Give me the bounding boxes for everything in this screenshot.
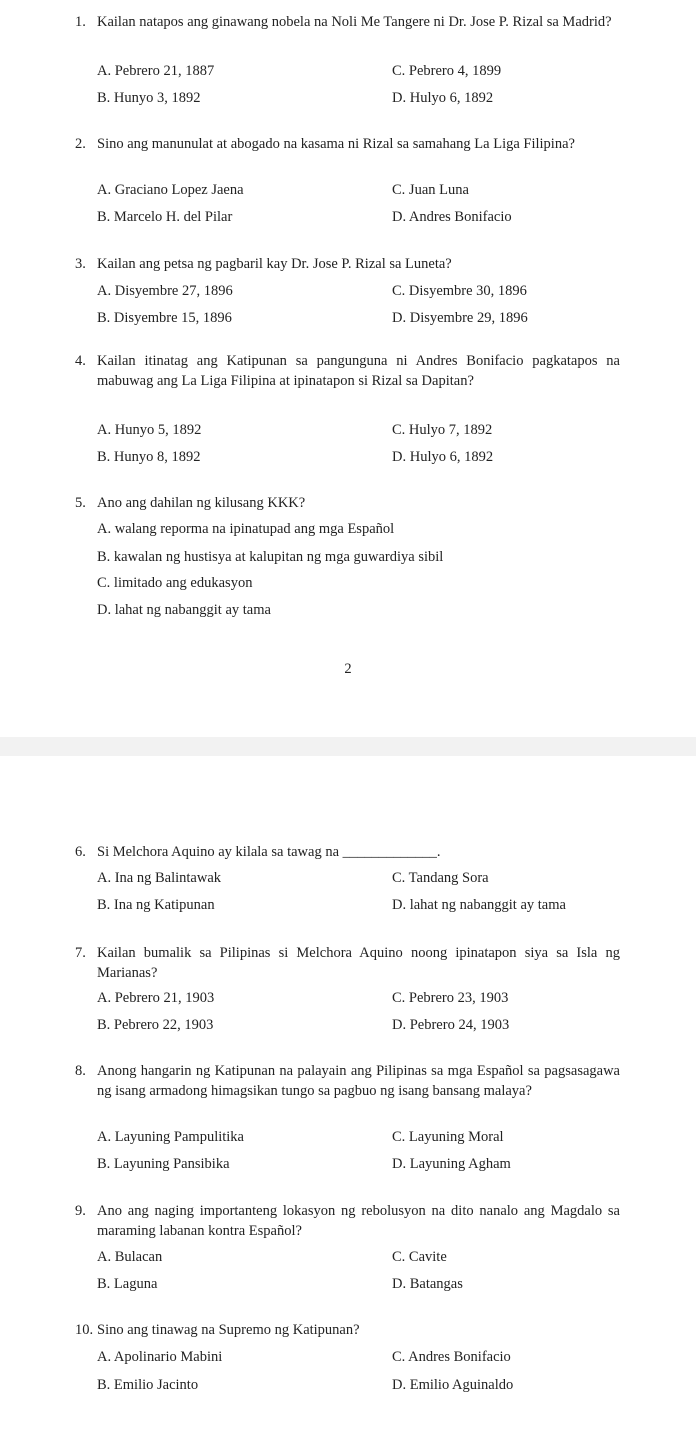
question-number: 1. — [75, 14, 86, 30]
option-d: D. Layuning Agham — [392, 1156, 511, 1172]
page-number: 2 — [344, 661, 352, 677]
question-4 — [75, 351, 620, 391]
question-text: Kailan natapos ang ginawang nobela na Noli Me Tangere ni Dr. Jose P. Rizal sa Madrid? — [97, 14, 612, 30]
question-number: 3. — [75, 256, 86, 272]
option-c: C. Juan Luna — [392, 182, 469, 198]
option-c: C. Cavite — [392, 1249, 447, 1265]
question-2 — [75, 134, 620, 154]
option-d: D. lahat ng nabanggit ay tama — [392, 897, 566, 913]
option-c: C. limitado ang edukasyon — [97, 575, 253, 591]
option-c: C. Pebrero 23, 1903 — [392, 990, 509, 1006]
option-b: B. Emilio Jacinto — [97, 1377, 199, 1393]
question-number: 6. — [75, 844, 86, 860]
question-text: Ano ang dahilan ng kilusang KKK? — [97, 495, 306, 511]
question-text: Anong hangarin ng Katipunan na palayain ang Pilipinas sa mga Español sa pagsasagawa ng isang armadong himagsikan tungo sa pagbuo ng isang bansang malaya? — [97, 1063, 620, 1099]
question-3 — [75, 254, 620, 274]
option-d: D. Hulyo 6, 1892 — [392, 449, 494, 465]
question-text: Kailan ang petsa ng pagbaril kay Dr. Jose P. Rizal sa Luneta? — [97, 256, 452, 272]
option-b: B. Laguna — [97, 1276, 158, 1292]
option-d: D. lahat ng nabanggit ay tama — [97, 602, 271, 618]
option-c: C. Layuning Moral — [392, 1129, 504, 1145]
option-a: A. Pebrero 21, 1903 — [97, 990, 215, 1006]
question-10 — [75, 1320, 620, 1340]
option-b: B. Layuning Pansibika — [97, 1156, 230, 1172]
question-text: Kailan itinatag ang Katipunan sa pangunguna ni Andres Bonifacio pagkatapos na mabuwag ang La Liga Filipina at ipinatapon si Rizal sa Dapitan? — [97, 353, 620, 389]
option-b: B. Disyembre 15, 1896 — [97, 310, 232, 326]
option-b: B. Ina ng Katipunan — [97, 897, 215, 913]
option-d: D. Batangas — [392, 1276, 463, 1292]
option-a: A. Ina ng Balintawak — [97, 870, 222, 886]
option-a: A. Bulacan — [97, 1249, 163, 1265]
question-8 — [75, 1061, 620, 1101]
question-number: 9. — [75, 1203, 86, 1219]
option-c: C. Andres Bonifacio — [392, 1349, 511, 1365]
option-c: C. Disyembre 30, 1896 — [392, 283, 527, 299]
option-b: B. Hunyo 8, 1892 — [97, 449, 201, 465]
option-d: D. Andres Bonifacio — [392, 209, 512, 225]
option-a: A. walang reporma na ipinatupad ang mga Español — [97, 521, 395, 537]
option-a: A. Graciano Lopez Jaena — [97, 182, 244, 198]
option-c: C. Tandang Sora — [392, 870, 489, 886]
question-7 — [75, 943, 620, 983]
question-text: Si Melchora Aquino ay kilala sa tawag na _____________. — [97, 844, 441, 860]
question-number: 8. — [75, 1063, 86, 1079]
option-d: D. Disyembre 29, 1896 — [392, 310, 528, 326]
question-text: Kailan bumalik sa Pilipinas si Melchora Aquino noong ipinatapon siya sa Isla ng Marianas? — [97, 945, 620, 981]
option-a: A. Hunyo 5, 1892 — [97, 422, 202, 438]
option-c: C. Pebrero 4, 1899 — [392, 63, 502, 79]
option-d: D. Hulyo 6, 1892 — [392, 90, 494, 106]
option-a: A. Layuning Pampulitika — [97, 1129, 244, 1145]
question-number: 10. — [75, 1322, 94, 1338]
question-number: 4. — [75, 353, 86, 369]
option-c: C. Hulyo 7, 1892 — [392, 422, 493, 438]
question-text: Ano ang naging importanteng lokasyon ng rebolusyon na dito nanalo ang Magdalo sa maraming labanan kontra Español? — [97, 1203, 620, 1239]
option-a: A. Pebrero 21, 1887 — [97, 63, 215, 79]
option-b: B. kawalan ng hustisya at kalupitan ng mga guwardiya sibil — [97, 549, 444, 565]
question-9 — [75, 1201, 620, 1241]
page-divider — [0, 737, 696, 756]
option-d: D. Pebrero 24, 1903 — [392, 1017, 510, 1033]
option-b: B. Hunyo 3, 1892 — [97, 90, 201, 106]
question-text: Sino ang tinawag na Supremo ng Katipunan? — [97, 1322, 360, 1338]
question-number: 2. — [75, 136, 86, 152]
option-b: B. Pebrero 22, 1903 — [97, 1017, 214, 1033]
option-a: A. Apolinario Mabini — [97, 1349, 223, 1365]
option-a: A. Disyembre 27, 1896 — [97, 283, 233, 299]
question-5 — [75, 493, 620, 513]
option-d: D. Emilio Aguinaldo — [392, 1377, 514, 1393]
question-6 — [75, 842, 620, 862]
question-1 — [75, 12, 620, 32]
option-b: B. Marcelo H. del Pilar — [97, 209, 233, 225]
question-text: Sino ang manunulat at abogado na kasama ni Rizal sa samahang La Liga Filipina? — [97, 136, 575, 152]
question-number: 7. — [75, 945, 86, 961]
question-number: 5. — [75, 495, 86, 511]
